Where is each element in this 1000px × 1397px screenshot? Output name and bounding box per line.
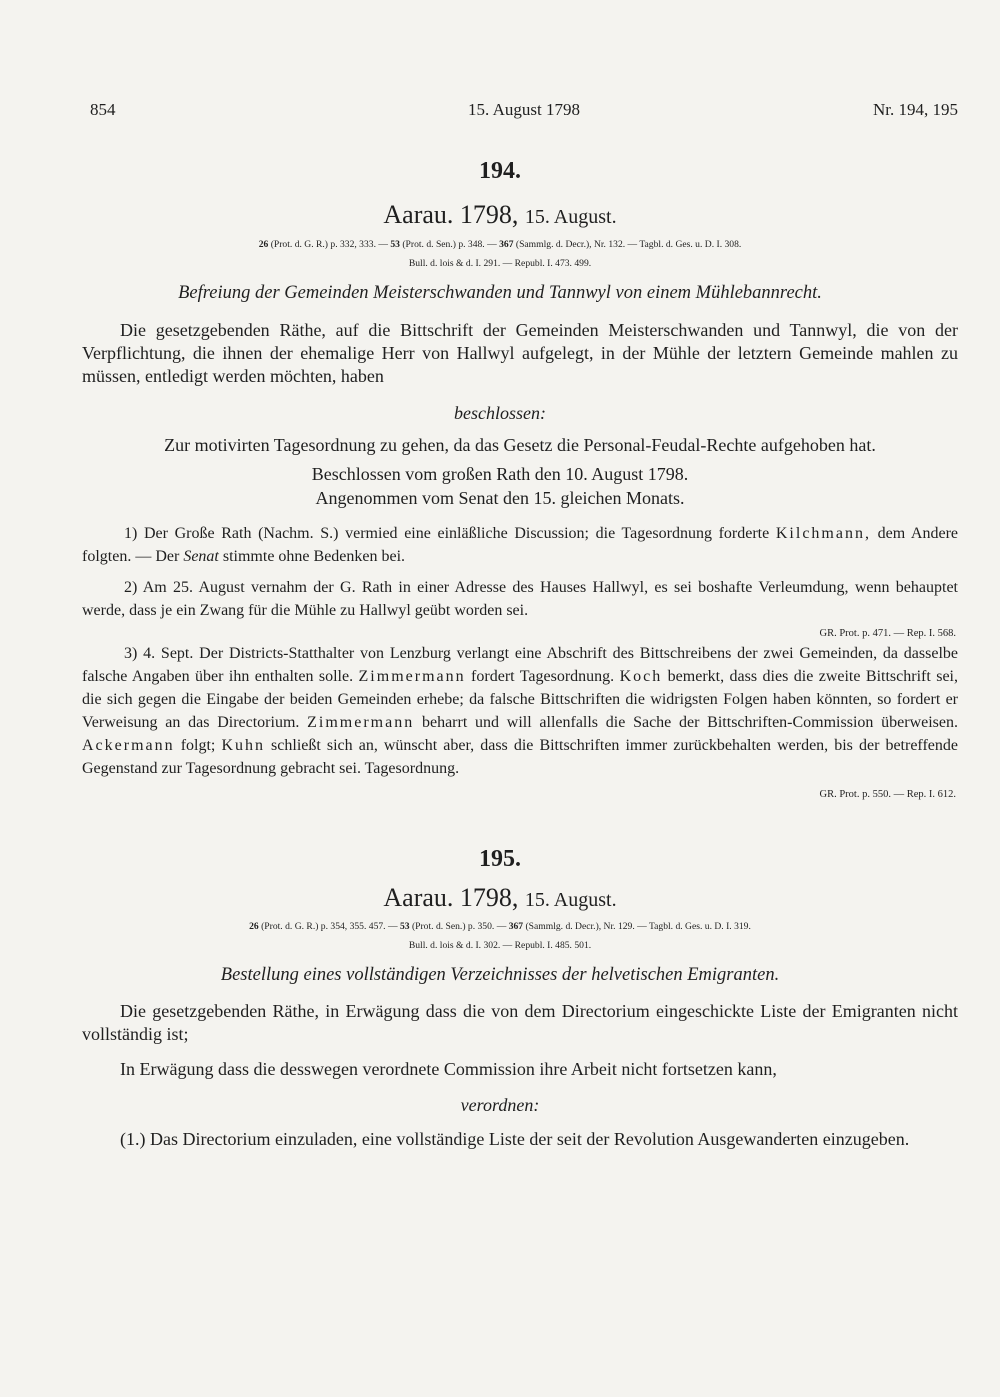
entry-194-note-3-source: GR. Prot. p. 550. — Rep. I. 612. [819,789,956,800]
entry-194-place: Aarau. [383,200,454,229]
entry-194-decision: Zur motivirten Tagesordnung zu gehen, da das Gesetz die Personal-Feudal-Rechte aufgehoben hat. [164,435,876,455]
entry-194-passed: Beschlossen vom großen Rath den 10. August 1798. [311,464,689,484]
entry-195-item-1: (1.) Das Directorium einzuladen, eine vollständige Liste der seit der Revolution Ausgewanderten einzugeben. [120,1129,910,1149]
entry-195-ordains: verordnen: [460,1095,540,1115]
person-name: Koch [619,668,663,685]
running-header [90,100,958,124]
person-name: Kuhn [221,737,265,754]
entry-195-refs-line1: 26 (Prot. d. G. R.) p. 354, 355. 457. — 53 (Prot. d. Sen.) p. 350. — 367 (Sammlg. d. Decr.), Nr. 129. — Tagbl. d. Ges. u. D. I. 319. [249,921,751,932]
entry-195-references [0,917,1000,955]
header-date: 15. August 1798 [468,100,580,119]
person-name: Zimmermann [358,668,466,685]
entry-195-number: 195. [479,846,521,872]
entry-195-body-1: Die gesetzgebenden Räthe, in Erwägung dass die von dem Directorium eingeschickte Liste der Emigranten nicht vollständig ist; [82,1001,958,1044]
entry-194-refs-line1: 26 (Prot. d. G. R.) p. 332, 333. — 53 (Prot. d. Sen.) p. 348. — 367 (Sammlg. d. Decr.), Nr. 132. — Tagbl. d. Ges. u. D. I. 308. [258,239,742,250]
entry-194-day: 15. August. [524,206,617,228]
person-name: Ackermann [82,737,175,754]
entry-195-subject: Bestellung eines vollständigen Verzeichnisses der helvetischen Emigranten. [220,965,780,985]
entry-195-refs-line2: Bull. d. lois & d. I. 302. — Republ. I. 485. 501. [408,940,592,951]
person-name: Zimmermann [307,714,415,731]
entry-194-resolved: beschlossen: [454,403,546,423]
entry-194-references [0,235,1000,273]
entry-195-day: 15. August. [524,889,617,911]
header-entry-numbers: Nr. 194, 195 [873,100,958,119]
entry-194-subject: Befreiung der Gemeinden Meisterschwanden und Tannwyl von einem Mühlebannrecht. [178,283,822,303]
entry-194-year: 1798, [459,200,519,229]
entry-194-dateline [0,200,1000,230]
entry-195-place: Aarau. [383,883,454,912]
entry-194-number: 194. [479,158,521,184]
entry-195-year: 1798, [459,883,519,912]
entry-194-accepted: Angenommen vom Senat den 15. gleichen Monats. [315,488,685,508]
entry-194-note-2-source: GR. Prot. p. 471. — Rep. I. 568. [819,628,956,639]
entry-194-refs-line2: Bull. d. lois & d. I. 291. — Republ. I. 473. 499. [408,258,592,269]
person-name: Kilchmann, [775,525,871,542]
entry-195-body-2: In Erwägung dass die desswegen verordnete Commission ihre Arbeit nicht fortsetzen kann, [120,1059,777,1079]
entry-194-body: Die gesetzgebenden Räthe, auf die Bittschrift der Gemeinden Meisterschwanden und Tannwyl, die von der Verpflichtung, die ihnen der ehemalige Herr von Hallwyl aufgelegt, in der Mühle der letztern Gemeinde mahlen zu müssen, entledigt werden möchten, haben [82,320,958,386]
entry-195-dateline [0,883,1000,913]
entry-194-note-1: 1) Der Große Rath (Nachm. S.) vermied eine einläßliche Discussion; die Tagesordnung forderte Kilchmann, dem Andere folgten. — Der Senat stimmte ohne Bedenken bei. [82,525,959,565]
page-number: 854 [90,100,116,119]
entry-194-note-3: 3) 4. Sept. Der Districts-Statthalter von Lenzburg verlangt eine Abschrift des Bittschreibens der zwei Gemeinden, da dasselbe falsche Angaben über ihn enthalten solle. Zimmermann fordert Tagesordnung. Koch bemerkt, dass dies die zweite Bittschrift sei, die sich gegen die Eingabe der beiden Gemeinden erhebe; da falsche Bittschriften die widrigsten Folgen haben könnten, so fordert er Verweisung an das Directorium. Zimmermann beharrt und will allenfalls die Sache der Bittschriften-Commission überweisen. Ackermann folgt; Kuhn schließt sich an, wünscht aber, dass die Bittschriften immer zurückbehalten werden, bis der betreffende Gegenstand zur Tagesordnung gebracht sei. Tagesordnung. [82,645,959,777]
entry-194-note-2: 2) Am 25. August vernahm der G. Rath in einer Adresse des Hauses Hallwyl, es sei boshafte Verleumdung, wenn behauptet werde, dass je ein Zwang für die Mühle zu Hallwyl geübt worden sei. [82,579,958,619]
